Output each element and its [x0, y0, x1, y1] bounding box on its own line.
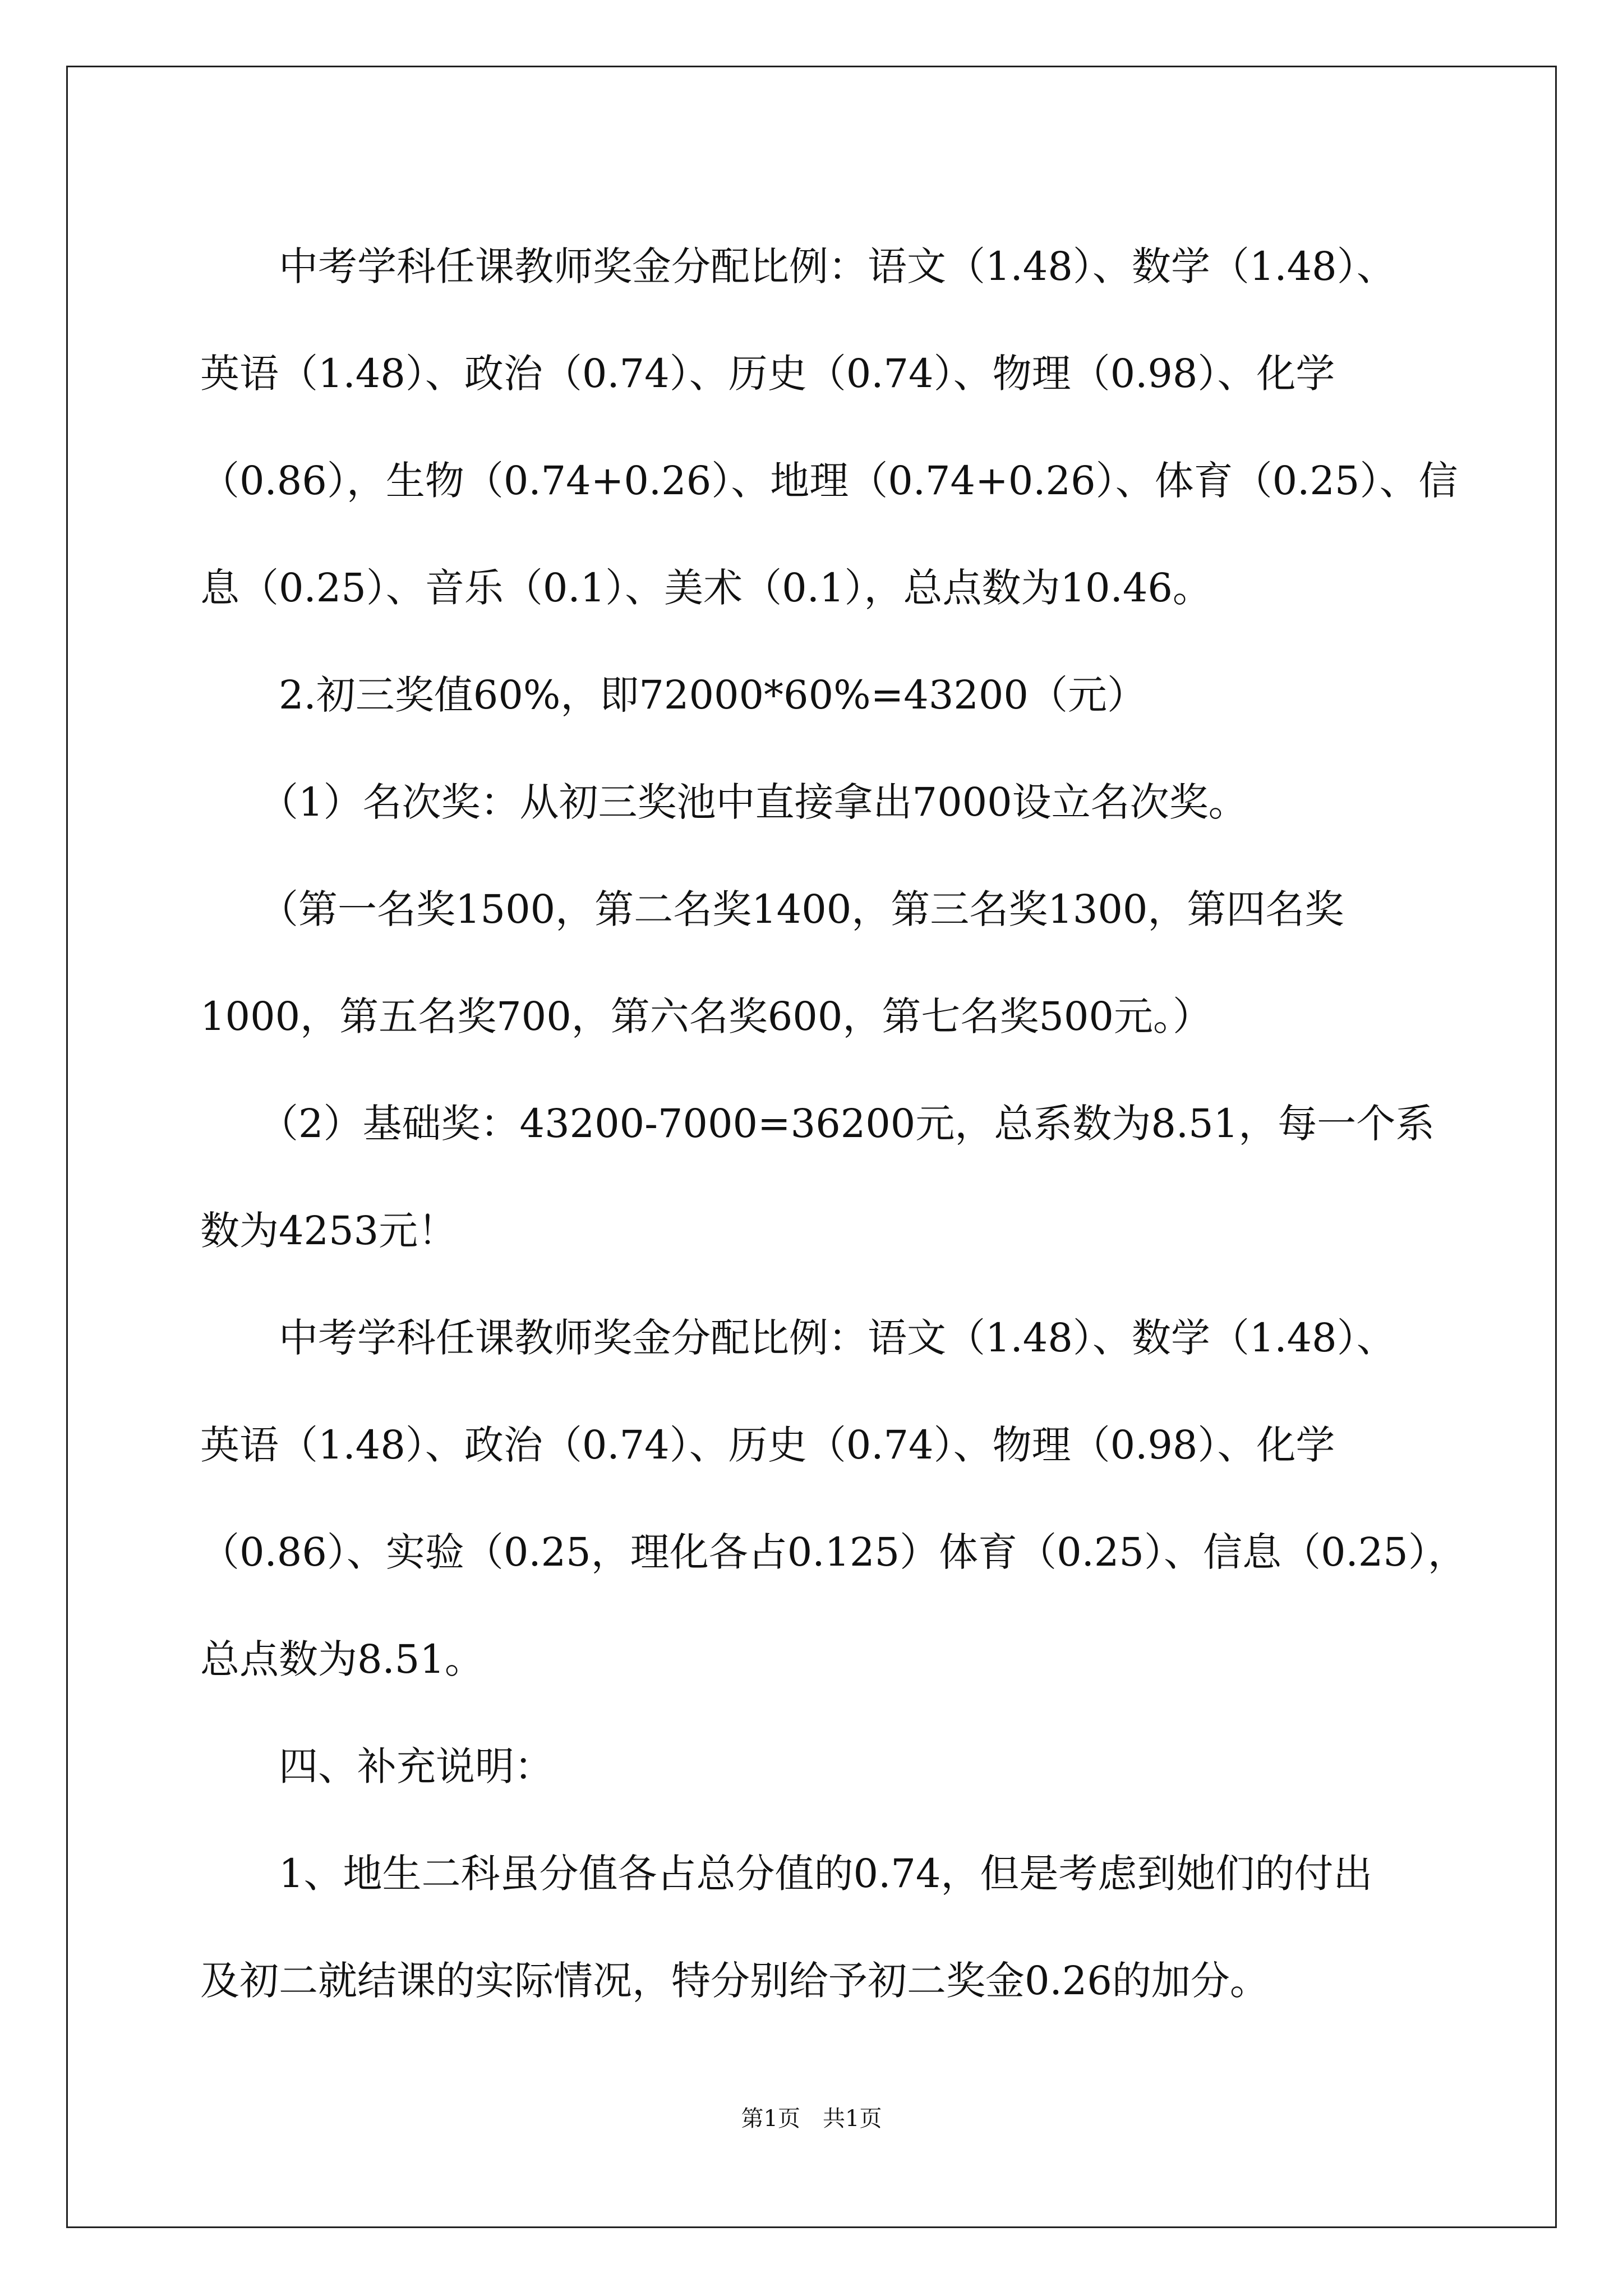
text-line: （1）名次奖：从初三奖池中直接拿出7000设立名次奖。	[200, 779, 1248, 825]
text-line: 总点数为8.51。	[200, 1636, 484, 1682]
text-line: 2.初三奖值60%，即72000*60%=43200（元）	[200, 672, 1146, 718]
text-line: 中考学科任课教师奖金分配比例：语文（1.48）、数学（1.48）、	[200, 243, 1396, 289]
text-line: 1000，第五名奖700，第六名奖600，第七名奖500元。）	[200, 993, 1212, 1039]
text-line: 1、地生二科虽分值各占总分值的0.74，但是考虑到她们的付出	[200, 1851, 1373, 1897]
text-line: （第一名奖1500，第二名奖1400，第三名奖1300，第四名奖	[200, 886, 1344, 932]
text-line: 英语（1.48）、政治（0.74）、历史（0.74）、物理（0.98）、化学	[200, 1422, 1335, 1468]
text-line: 数为4253元！	[200, 1208, 458, 1254]
text-line: （0.86）、实验（0.25，理化各占0.125）体育（0.25）、信息（0.25），	[200, 1529, 1467, 1575]
text-line: （2）基础奖：43200-7000=36200元，总系数为8.51，每一个系	[200, 1101, 1435, 1147]
text-line: 英语（1.48）、政治（0.74）、历史（0.74）、物理（0.98）、化学	[200, 351, 1335, 397]
document-body	[200, 213, 1467, 2035]
page-number-footer: 第1页 共1页	[741, 2106, 882, 2132]
text-line: 息（0.25）、音乐（0.1）、美术（0.1），总点数为10.46。	[200, 565, 1212, 611]
text-line: 四、补充说明：	[200, 1743, 554, 1789]
text-line: 及初二就结课的实际情况，特分别给予初二奖金0.26的加分。	[200, 1958, 1269, 2004]
text-line: （0.86），生物（0.74+0.26）、地理（0.74+0.26）、体育（0.25）、信	[200, 458, 1458, 504]
text-line: 中考学科任课教师奖金分配比例：语文（1.48）、数学（1.48）、	[200, 1315, 1396, 1361]
document-text	[200, 213, 1467, 2035]
